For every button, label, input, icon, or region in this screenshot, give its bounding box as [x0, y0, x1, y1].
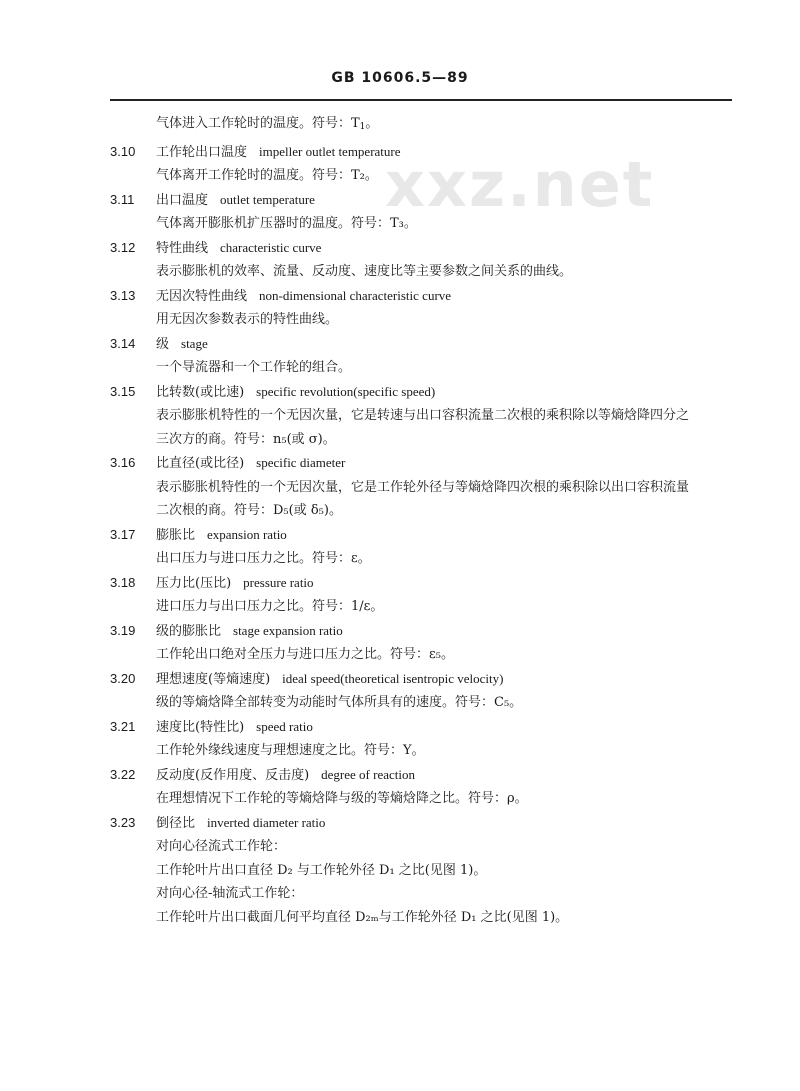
- term-heading: [110, 571, 735, 596]
- definition-line: 用无因次参数表示的特性曲线。: [156, 312, 339, 327]
- clause-number: 3.21: [110, 718, 136, 734]
- lead-subscript: 1: [359, 122, 366, 132]
- term-heading: [110, 332, 735, 357]
- term-english: stage expansion ratio: [233, 622, 343, 638]
- definition-line: 气体离开膨胀机扩压器时的温度。符号：T₃。: [156, 216, 417, 231]
- term-chinese: 速度比(特性比): [156, 719, 245, 735]
- definition-line: 表示膨胀机的效率、流量、反动度、速度比等主要参数之间关系的曲线。: [156, 264, 573, 279]
- term-heading: [110, 451, 735, 476]
- term-english: characteristic curve: [220, 239, 322, 255]
- term-heading: [110, 380, 735, 405]
- term-heading: [110, 188, 735, 213]
- standard-code-header: GB 10606.5—89: [331, 70, 469, 86]
- term-heading: [110, 763, 735, 788]
- clause-number: 3.20: [110, 670, 136, 686]
- clause-number: 3.15: [110, 383, 136, 399]
- definition-line: 在理想情况下工作轮的等熵焓降与级的等熵焓降之比。符号：ρ。: [156, 791, 528, 806]
- clause-number: 3.12: [110, 239, 136, 255]
- term-chinese: 膨胀比: [156, 527, 196, 543]
- clause-number: 3.14: [110, 335, 136, 351]
- definition-line: 表示膨胀机特性的一个无因次量，它是工作轮外径与等熵焓降四次根的乘积除以出口容积流量: [156, 479, 690, 495]
- term-chinese: 理想速度(等熵速度): [156, 671, 271, 687]
- term-heading: [110, 236, 735, 261]
- definition-line: 级的等熵焓降全部转变为动能时气体所具有的速度。符号：C₅。: [156, 695, 523, 710]
- header-rule: [110, 99, 732, 101]
- clause-number: 3.18: [110, 574, 136, 590]
- term-heading: [110, 715, 735, 740]
- term-chinese: 出口温度: [156, 192, 209, 208]
- clause-number: 3.17: [110, 526, 136, 542]
- term-english: specific diameter: [256, 455, 346, 470]
- lead-end: 。: [365, 116, 379, 131]
- definition-line: 进口压力与出口压力之比。符号：1/ε。: [156, 599, 384, 614]
- term-chinese: 级的膨胀比: [156, 623, 222, 639]
- term-english: ideal speed(theoretical isentropic velocity): [282, 670, 504, 686]
- term-english: specific revolution(specific speed): [256, 383, 436, 399]
- clause-number: 3.11: [110, 191, 135, 207]
- lead-text: 气体进入工作轮时的温度。符号：T: [156, 116, 360, 131]
- term-english: speed ratio: [256, 718, 313, 734]
- clause-number: 3.23: [110, 814, 136, 830]
- document-body: [110, 112, 735, 929]
- definition-line: 一个导流器和一个工作轮的组合。: [156, 360, 352, 375]
- term-heading: [110, 667, 735, 692]
- definition-line: 对向心径-轴流式工作轮：: [156, 886, 304, 901]
- term-heading: [110, 140, 735, 165]
- clause-number: 3.19: [110, 622, 136, 638]
- term-english: expansion ratio: [207, 526, 287, 542]
- term-chinese: 倒径比: [156, 815, 196, 831]
- term-english: degree of reaction: [321, 766, 415, 782]
- term-chinese: 工作轮出口温度: [156, 144, 248, 160]
- definition-line: 工作轮叶片出口直径 D₂ 与工作轮外径 D₁ 之比(见图 1)。: [156, 862, 487, 878]
- clause-number: 3.13: [110, 287, 136, 303]
- term-english: stage: [181, 335, 208, 351]
- definition-line: 三次方的商。符号：n₅(或 σ)。: [156, 431, 336, 447]
- term-chinese: 比转数(或比速): [156, 384, 245, 400]
- definition-line: 出口压力与进口压力之比。符号：ε。: [156, 551, 371, 566]
- definition-line: 二次根的商。符号：D₅(或 δ₅)。: [156, 503, 342, 518]
- term-heading: [110, 619, 735, 644]
- definition-line: 工作轮外缘线速度与理想速度之比。符号：Y。: [156, 743, 425, 758]
- watermark: xxz.net: [385, 148, 655, 221]
- term-entries: [110, 140, 735, 930]
- term-heading: [110, 284, 735, 309]
- term-chinese: 特性曲线: [156, 240, 209, 256]
- clause-number: 3.22: [110, 766, 136, 782]
- continuation-line: [110, 112, 735, 140]
- term-heading: [110, 811, 735, 836]
- definition-line: 气体离开工作轮时的温度。符号：T₂。: [156, 168, 378, 183]
- definition-line: 对向心径流式工作轮：: [156, 839, 287, 854]
- clause-number: 3.16: [110, 455, 136, 470]
- term-chinese: 无因次特性曲线: [156, 288, 248, 304]
- term-chinese: 级: [156, 336, 170, 352]
- definition-line: 工作轮出口绝对全压力与进口压力之比。符号：ε₅。: [156, 647, 454, 662]
- term-english: inverted diameter ratio: [207, 814, 326, 830]
- definition-line: 工作轮叶片出口截面几何平均直径 D₂ₘ与工作轮外径 D₁ 之比(见图 1)。: [156, 909, 569, 925]
- term-english: pressure ratio: [243, 574, 314, 590]
- definition-line: 表示膨胀机特性的一个无因次量，它是转速与出口容积流量二次根的乘积除以等熵焓降四分之: [156, 408, 690, 423]
- term-chinese: 反动度(反作用度、反击度): [156, 767, 310, 783]
- term-english: non-dimensional characteristic curve: [259, 287, 452, 303]
- term-english: outlet temperature: [220, 191, 315, 207]
- term-chinese: 比直径(或比径): [156, 456, 245, 471]
- term-english: impeller outlet temperature: [259, 143, 401, 159]
- term-chinese: 压力比(压比): [156, 575, 232, 591]
- term-heading: [110, 523, 735, 548]
- clause-number: 3.10: [110, 143, 136, 159]
